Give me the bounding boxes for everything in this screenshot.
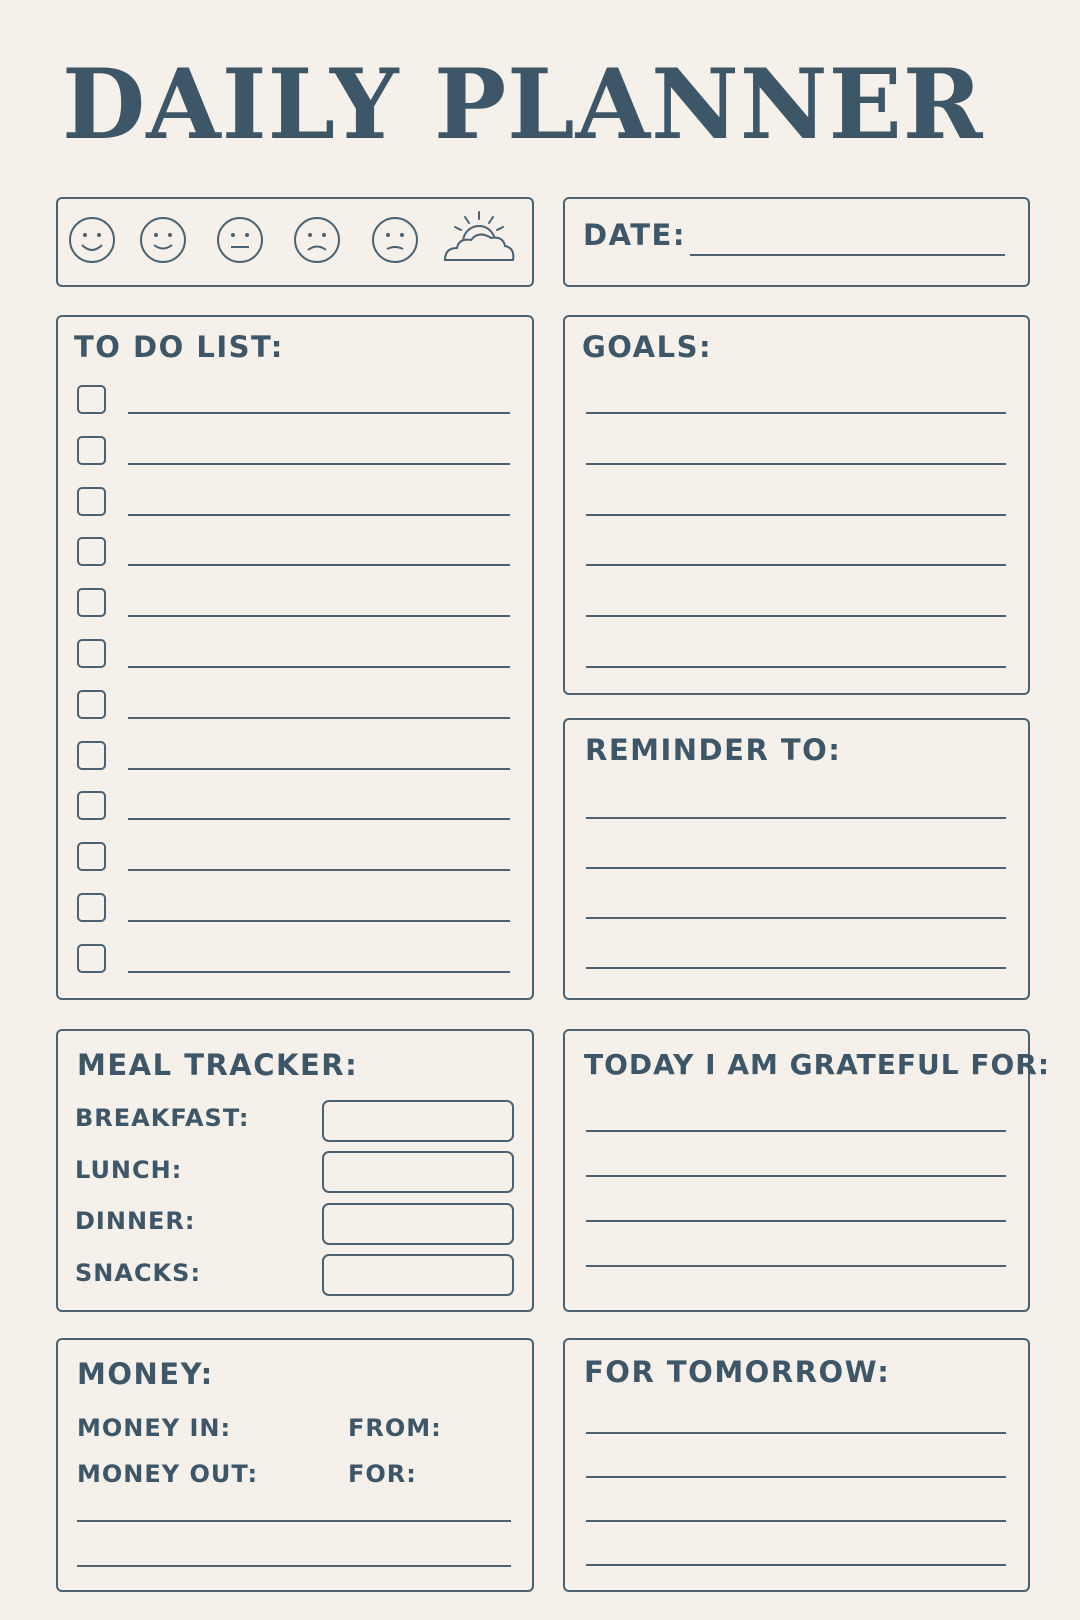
- money-for-label: FOR:: [348, 1460, 417, 1488]
- todo-checkbox[interactable]: [77, 639, 106, 668]
- todo-checkbox[interactable]: [77, 487, 106, 516]
- lunch-label: LUNCH:: [75, 1156, 183, 1184]
- todo-checkbox[interactable]: [77, 436, 106, 465]
- tomorrow-line[interactable]: [586, 1520, 1006, 1522]
- todo-line[interactable]: [128, 768, 510, 770]
- reminder-heading: REMINDER TO:: [585, 733, 842, 767]
- todo-line[interactable]: [128, 666, 510, 668]
- tomorrow-line[interactable]: [586, 1564, 1006, 1566]
- tomorrow-line[interactable]: [586, 1432, 1006, 1434]
- lunch-input[interactable]: [322, 1151, 514, 1193]
- neutral-face-icon[interactable]: [215, 215, 265, 265]
- snacks-label: SNACKS:: [75, 1259, 202, 1287]
- todo-checkbox[interactable]: [77, 842, 106, 871]
- reminder-line[interactable]: [586, 967, 1006, 969]
- todo-line[interactable]: [128, 818, 510, 820]
- date-label: DATE:: [583, 218, 686, 252]
- breakfast-label: BREAKFAST:: [75, 1104, 250, 1132]
- money-in-label: MONEY IN:: [77, 1414, 232, 1442]
- grateful-line[interactable]: [586, 1130, 1006, 1132]
- money-heading: MONEY:: [77, 1357, 214, 1391]
- goals-line[interactable]: [586, 666, 1006, 668]
- sun-cloud-weather-icon[interactable]: [441, 210, 517, 268]
- very-sad-face-icon[interactable]: [370, 215, 420, 265]
- grateful-heading: TODAY I AM GRATEFUL FOR:: [584, 1048, 1051, 1081]
- very-happy-face-icon[interactable]: [67, 215, 117, 265]
- date-field[interactable]: [690, 254, 1005, 256]
- money-line[interactable]: [77, 1520, 511, 1522]
- page-title: DAILY PLANNER: [62, 48, 984, 161]
- grateful-line[interactable]: [586, 1265, 1006, 1267]
- reminder-line[interactable]: [586, 867, 1006, 869]
- todo-line[interactable]: [128, 615, 510, 617]
- goals-line[interactable]: [586, 412, 1006, 414]
- goals-line[interactable]: [586, 564, 1006, 566]
- happy-face-icon[interactable]: [138, 215, 188, 265]
- goals-heading: GOALS:: [582, 330, 713, 364]
- dinner-input[interactable]: [322, 1203, 514, 1245]
- todo-line[interactable]: [128, 971, 510, 973]
- todo-checkbox[interactable]: [77, 385, 106, 414]
- goals-line[interactable]: [586, 463, 1006, 465]
- tomorrow-heading: FOR TOMORROW:: [584, 1355, 891, 1389]
- money-line[interactable]: [77, 1565, 511, 1567]
- goals-line[interactable]: [586, 615, 1006, 617]
- todo-checkbox[interactable]: [77, 791, 106, 820]
- todo-line[interactable]: [128, 412, 510, 414]
- dinner-label: DINNER:: [75, 1207, 196, 1235]
- todo-line[interactable]: [128, 717, 510, 719]
- todo-line[interactable]: [128, 564, 510, 566]
- sad-face-icon[interactable]: [292, 215, 342, 265]
- meal-tracker-heading: MEAL TRACKER:: [77, 1048, 359, 1082]
- snacks-input[interactable]: [322, 1254, 514, 1296]
- todo-box: [56, 315, 534, 1000]
- grateful-line[interactable]: [586, 1220, 1006, 1222]
- todo-line[interactable]: [128, 514, 510, 516]
- todo-line[interactable]: [128, 463, 510, 465]
- grateful-line[interactable]: [586, 1175, 1006, 1177]
- reminder-line[interactable]: [586, 917, 1006, 919]
- todo-line[interactable]: [128, 920, 510, 922]
- todo-checkbox[interactable]: [77, 588, 106, 617]
- todo-line[interactable]: [128, 869, 510, 871]
- tomorrow-line[interactable]: [586, 1476, 1006, 1478]
- money-out-label: MONEY OUT:: [77, 1460, 259, 1488]
- todo-checkbox[interactable]: [77, 893, 106, 922]
- todo-checkbox[interactable]: [77, 537, 106, 566]
- todo-heading: TO DO LIST:: [74, 330, 284, 364]
- goals-box: [563, 315, 1030, 695]
- reminder-line[interactable]: [586, 817, 1006, 819]
- todo-checkbox[interactable]: [77, 944, 106, 973]
- breakfast-input[interactable]: [322, 1100, 514, 1142]
- todo-checkbox[interactable]: [77, 741, 106, 770]
- goals-line[interactable]: [586, 514, 1006, 516]
- todo-checkbox[interactable]: [77, 690, 106, 719]
- money-from-label: FROM:: [348, 1414, 442, 1442]
